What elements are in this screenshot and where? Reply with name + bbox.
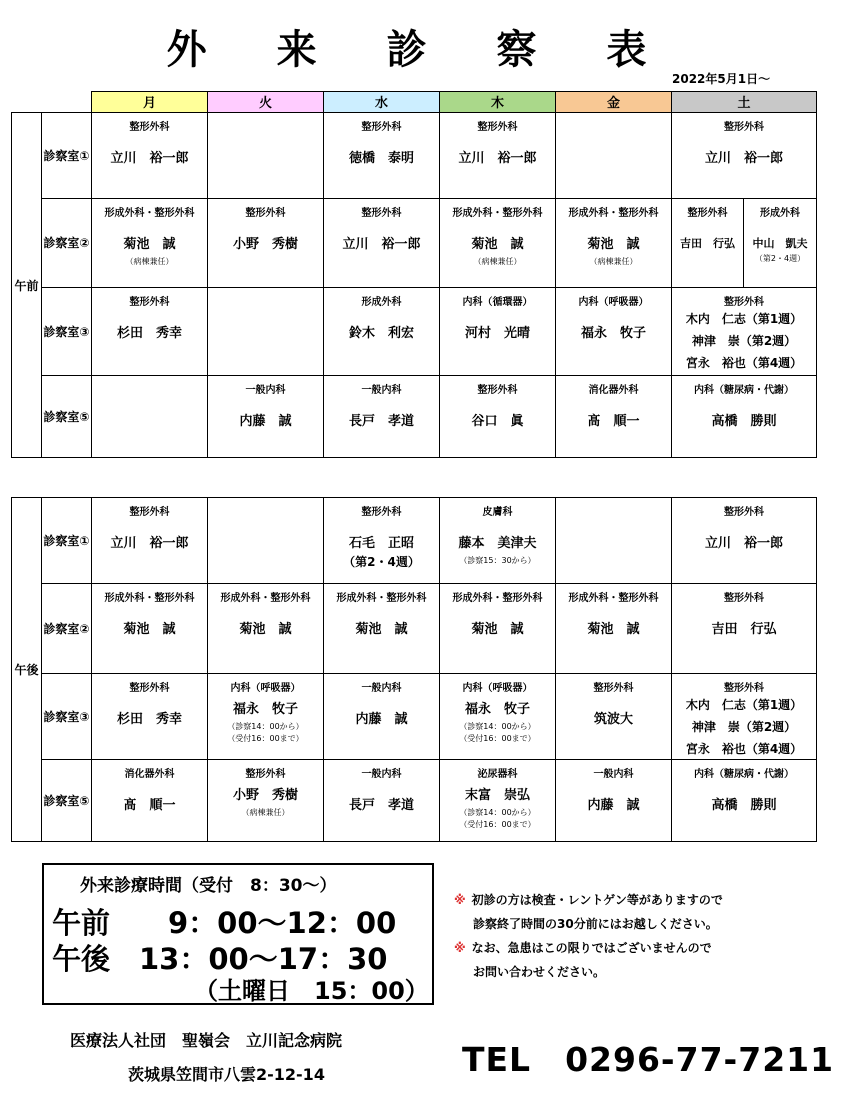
- department-label: 一般内科: [361, 683, 402, 694]
- doctor-name: 立川 裕一郎: [705, 151, 784, 166]
- schedule-note: （診察14：00から）: [227, 722, 304, 731]
- doctor-name: 石毛 正昭: [348, 536, 414, 551]
- doctor-name: 菊池 誠: [123, 237, 176, 252]
- department-label: 整形外科: [129, 683, 170, 694]
- department-label: 整形外科: [593, 683, 634, 694]
- doctor-name: 髙 順一: [587, 414, 640, 429]
- schedule-note: （病棟兼任）: [473, 257, 522, 266]
- schedule-cell: [324, 584, 440, 674]
- period-label: 午前: [12, 113, 42, 458]
- notice-line: なお、急患はこの限りではございませんので: [471, 941, 712, 955]
- schedule-cell: [324, 376, 440, 458]
- department-label: 形成外科・整形外科: [452, 593, 543, 604]
- schedule-cell: [324, 760, 440, 842]
- doctor-name: 吉田 行弘: [680, 237, 735, 250]
- schedule-cell: [324, 498, 440, 584]
- department-label: 整形外科: [724, 593, 764, 604]
- doctor-name: 中山 凱夫: [752, 237, 808, 250]
- doctor-rotation: 宮永 裕也（第4週）: [685, 742, 803, 756]
- department-label: 整形外科: [724, 683, 764, 694]
- doctor-name: 高橋 勝則: [711, 414, 777, 429]
- doctor-name: 菊池 誠: [471, 622, 524, 637]
- doctor-name: 菊池 誠: [239, 622, 292, 637]
- doctor-rotation: 神津 崇（第2週）: [691, 334, 797, 348]
- doctor-name: 徳橋 泰明: [348, 151, 414, 166]
- department-label: 内科（呼吸器）: [230, 683, 301, 694]
- doctor-name: 長戸 孝道: [348, 798, 414, 813]
- schedule-note: （受付16：00まで）: [459, 820, 536, 829]
- doctor-name: 福永 牧子: [232, 702, 298, 717]
- room-label: 診察室②: [42, 199, 92, 288]
- room-label: 診察室⑤: [42, 376, 92, 458]
- schedule-cell: [208, 498, 324, 584]
- notice-line: お問い合わせください。: [473, 965, 606, 979]
- schedule-cell: [92, 760, 208, 842]
- schedule-cell: [440, 584, 556, 674]
- schedule-note: （診察14：00から）: [459, 808, 536, 817]
- schedule-cell: [92, 199, 208, 288]
- doctor-name: 立川 裕一郎: [458, 151, 537, 166]
- department-label: 内科（呼吸器）: [578, 297, 649, 308]
- room-label: 診察室①: [42, 113, 92, 199]
- schedule-cell: [208, 376, 324, 458]
- hours-am: 午前 9：00～12：00: [52, 906, 397, 940]
- schedule-cell: [672, 288, 817, 376]
- room-label: 診察室②: [42, 584, 92, 674]
- schedule-cell: [92, 674, 208, 760]
- doctor-name: 菊池 誠: [587, 622, 640, 637]
- room-label: 診察室③: [42, 674, 92, 760]
- schedule-cell: [208, 760, 324, 842]
- department-label: 泌尿器科: [477, 769, 518, 780]
- day-header: 月: [92, 92, 208, 113]
- department-label: 一般内科: [593, 769, 634, 780]
- doctor-name: 髙 順一: [123, 798, 176, 813]
- department-label: 一般内科: [361, 769, 402, 780]
- page-title: 外 来 診 察 表: [166, 27, 675, 73]
- doctor-name: 福永 牧子: [580, 326, 646, 341]
- doctor-name: 小野 秀樹: [232, 237, 298, 252]
- hours-heading: 外来診療時間（受付 8：30～）: [80, 876, 337, 896]
- department-label: 整形外科: [361, 507, 402, 518]
- schedule-cell: [440, 113, 556, 199]
- doctor-name: 立川 裕一郎: [342, 237, 421, 252]
- department-label: 整形外科: [477, 122, 518, 133]
- doctor-name: 立川 裕一郎: [110, 536, 189, 551]
- doctor-name: 小野 秀樹: [232, 788, 298, 803]
- notice-mark: ※: [454, 941, 466, 955]
- schedule-cell: [556, 376, 672, 458]
- hours-saturday: （土曜日 15：00）: [194, 977, 429, 1005]
- schedule-cell: [672, 584, 817, 674]
- doctor-name: 筑波大: [593, 712, 633, 727]
- phone-number: TEL 0296-77-7211: [462, 1040, 835, 1079]
- schedule-cell: [672, 376, 817, 458]
- department-label: 内科（糖尿病・代謝）: [694, 385, 794, 396]
- department-label: 整形外科: [724, 297, 764, 308]
- schedule-note: （診察14：00から）: [459, 722, 536, 731]
- doctor-rotation: 神津 崇（第2週）: [691, 720, 797, 734]
- day-header: 水: [324, 92, 440, 113]
- schedule-cell: [440, 674, 556, 760]
- schedule-note: （受付16：00まで）: [227, 734, 304, 743]
- schedule-cell: [324, 113, 440, 199]
- doctor-name: 菊池 誠: [471, 237, 524, 252]
- schedule-cell: [672, 113, 817, 199]
- schedule-cell: [208, 584, 324, 674]
- doctor-name: 鈴木 利宏: [348, 326, 414, 341]
- notice-line: 初診の方は検査・レントゲン等がありますので: [471, 893, 723, 907]
- doctor-name: 内藤 誠: [239, 414, 292, 429]
- day-header: 土: [672, 92, 817, 113]
- effective-date: 2022年5月1日～: [672, 72, 771, 86]
- doctor-name: 河村 光晴: [464, 326, 530, 341]
- schedule-cell: [92, 376, 208, 458]
- department-label: 形成外科: [361, 297, 402, 308]
- schedule-note: （病棟兼任）: [589, 257, 638, 266]
- schedule-note: （病棟兼任）: [125, 257, 174, 266]
- department-label: 内科（糖尿病・代謝）: [694, 769, 794, 780]
- department-label: 一般内科: [245, 385, 286, 396]
- department-label: 整形外科: [724, 507, 764, 518]
- schedule-cell: [324, 199, 440, 288]
- doctor-name: 谷口 眞: [471, 414, 524, 429]
- day-header: 金: [556, 92, 672, 113]
- schedule-cell: [440, 760, 556, 842]
- schedule-cell: [440, 376, 556, 458]
- schedule-cell: [208, 674, 324, 760]
- week-note: （第2・4週）: [343, 555, 420, 569]
- department-label: 形成外科・整形外科: [104, 593, 195, 604]
- doctor-name: 長戸 孝道: [348, 414, 414, 429]
- department-label: 皮膚科: [482, 507, 513, 518]
- doctor-name: 内藤 誠: [587, 798, 640, 813]
- schedule-cell: [556, 288, 672, 376]
- department-label: 一般内科: [361, 385, 402, 396]
- doctor-rotation: 木内 仁志（第1週）: [685, 312, 803, 326]
- hours-pm: 午後 13：00～17：30: [52, 942, 388, 976]
- schedule-cell: [440, 288, 556, 376]
- department-label: 整形外科: [361, 122, 402, 133]
- doctor-name: 吉田 行弘: [711, 622, 777, 637]
- doctor-name: 立川 裕一郎: [110, 151, 189, 166]
- doctor-name: 末富 崇弘: [464, 788, 530, 803]
- doctor-name: 藤本 美津夫: [458, 536, 537, 551]
- room-label: 診察室⑤: [42, 760, 92, 842]
- department-label: 整形外科: [245, 208, 286, 219]
- doctor-name: 杉田 秀幸: [116, 326, 182, 341]
- schedule-cell: [324, 288, 440, 376]
- department-label: 整形外科: [129, 122, 170, 133]
- schedule-cell: [208, 113, 324, 199]
- schedule-cell: [556, 760, 672, 842]
- schedule-cell: [92, 584, 208, 674]
- schedule-cell: [556, 498, 672, 584]
- department-label: 整形外科: [129, 297, 170, 308]
- doctor-name: 立川 裕一郎: [705, 536, 784, 551]
- schedule-cell: [440, 199, 556, 288]
- schedule-cell: [672, 674, 817, 760]
- department-label: 整形外科: [724, 122, 764, 133]
- department-label: 形成外科・整形外科: [452, 208, 543, 219]
- department-label: 整形外科: [361, 208, 402, 219]
- period-label: 午後: [12, 498, 42, 842]
- room-label: 診察室③: [42, 288, 92, 376]
- schedule-note: （病棟兼任）: [241, 808, 290, 817]
- schedule-cell: [672, 760, 817, 842]
- notice-mark: ※: [454, 893, 466, 907]
- doctor-name: 菊池 誠: [587, 237, 640, 252]
- schedule-cell: [92, 498, 208, 584]
- department-label: 整形外科: [687, 208, 728, 219]
- doctor-name: 菊池 誠: [355, 622, 408, 637]
- schedule-cell: [208, 199, 324, 288]
- schedule-cell: [440, 498, 556, 584]
- doctor-name: 内藤 誠: [355, 712, 408, 727]
- schedule-cell: [324, 674, 440, 760]
- department-label: 形成外科・整形外科: [568, 208, 659, 219]
- hospital-name: 医療法人社団 聖嶺会 立川記念病院: [70, 1031, 343, 1050]
- department-label: 整形外科: [477, 385, 518, 396]
- day-header: 火: [208, 92, 324, 113]
- doctor-name: 菊池 誠: [123, 622, 176, 637]
- room-label: 診察室①: [42, 498, 92, 584]
- schedule-cell: [556, 199, 672, 288]
- doctor-name: 高橋 勝則: [711, 798, 777, 813]
- am-schedule-table: [11, 91, 817, 458]
- doctor-rotation: 宮永 裕也（第4週）: [685, 356, 803, 370]
- hours-box: [42, 863, 434, 1005]
- schedule-cell: [672, 498, 817, 584]
- pm-schedule-table: [11, 497, 817, 842]
- department-label: 内科（呼吸器）: [462, 683, 533, 694]
- day-header: 木: [440, 92, 556, 113]
- schedule-note: （診察15：30から）: [459, 556, 536, 565]
- department-label: 消化器外科: [124, 769, 175, 780]
- schedule-cell: [744, 199, 817, 288]
- doctor-name: 杉田 秀幸: [116, 712, 182, 727]
- schedule-cell: [208, 288, 324, 376]
- department-label: 形成外科・整形外科: [104, 208, 195, 219]
- department-label: 整形外科: [129, 507, 170, 518]
- schedule-cell: [92, 113, 208, 199]
- department-label: 形成外科・整形外科: [220, 593, 311, 604]
- schedule-cell: [672, 199, 744, 288]
- department-label: 内科（循環器）: [462, 297, 533, 308]
- schedule-note: （受付16：00まで）: [459, 734, 536, 743]
- department-label: 形成外科: [760, 208, 800, 219]
- notice: [454, 888, 723, 984]
- department-label: 形成外科・整形外科: [336, 593, 427, 604]
- department-label: 消化器外科: [588, 385, 639, 396]
- schedule-cell: [556, 113, 672, 199]
- schedule-cell: [556, 584, 672, 674]
- department-label: 形成外科・整形外科: [568, 593, 659, 604]
- schedule-cell: [556, 674, 672, 760]
- doctor-name: 福永 牧子: [464, 702, 530, 717]
- schedule-note: （第2・4週）: [754, 254, 806, 263]
- hospital-address: 茨城県笠間市八雲2-12-14: [128, 1065, 325, 1084]
- department-label: 整形外科: [245, 769, 286, 780]
- header-spacer: [12, 92, 92, 113]
- schedule-cell: [92, 288, 208, 376]
- doctor-rotation: 木内 仁志（第1週）: [685, 698, 803, 712]
- notice-line: 診察終了時間の30分前にはお越しください。: [473, 917, 718, 931]
